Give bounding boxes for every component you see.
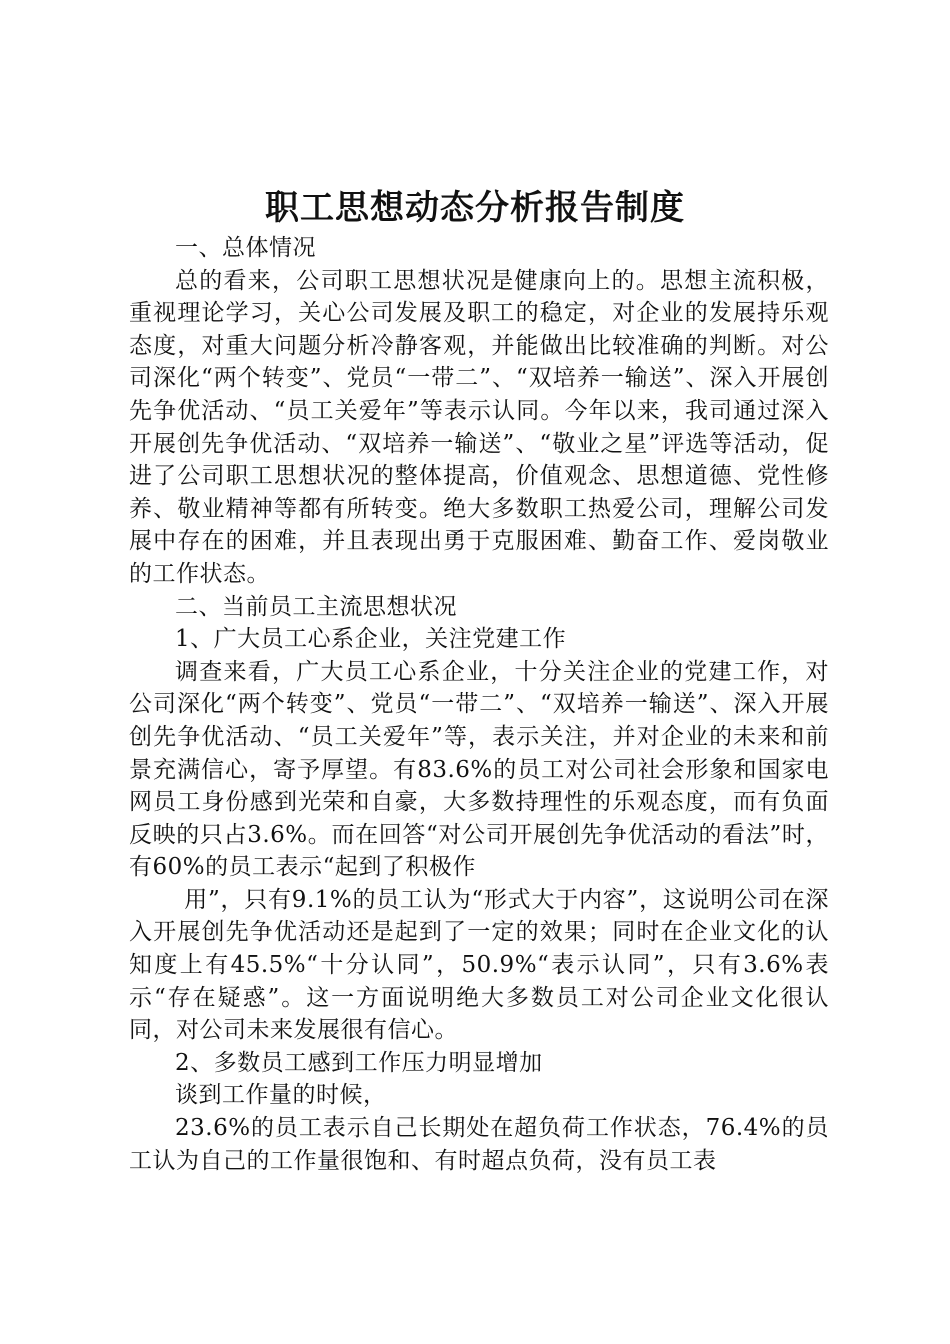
subsection-heading: 2、多数员工感到工作压力明显增加 xyxy=(175,1049,543,1076)
body-paragraph: 调查来看，广大员工心系企业，十分关注企业的党建工作，对公司深化“两个转变”、党员“一带二”、“双培养一输送”、深入开展创先争优活动、“员工关爱年”等，表示关注，并对企业的未来和前景充满信心，寄予厚望。有83.6%的员工对公司社会形象和国家电网员工身份感到光荣和自豪，大多数持理性的乐观态度，而有负面反映的只占3.6%。而在回答“对公司开展创先争优活动的看法”时，有60%的员工表示“起到了积极作 xyxy=(129,658,829,881)
body-paragraph: 总的看来，公司职工思想状况是健康向上的。思想主流积极，重视理论学习，关心公司发展及职工的稳定，对企业的发展持乐观态度，对重大问题分析冷静客观，并能做出比较准确的判断。对公司深化“两个转变”、党员“一带二”、“双培养一输送”、深入开展创先争优活动、“员工关爱年”等表示认同。今年以来，我司通过深入开展创先争优活动、“双培养一输送”、“敬业之星”评选等活动，促进了公司职工思想状况的整体提高，价值观念、思想道德、党性修养、敬业精神等都有所转变。绝大多数职工热爱公司，理解公司发展中存在的困难，并且表现出勇于克服困难、勤奋工作、爱岗敬业的工作状态。 xyxy=(129,267,829,587)
body-paragraph: 23.6%的员工表示自己长期处在超负荷工作状态，76.4%的员工认为自己的工作量很饱和、有时超点负荷，没有员工表 xyxy=(129,1115,829,1174)
body-paragraph: 谈到工作量的时候， xyxy=(175,1082,387,1109)
subsection-heading: 1、广大员工心系企业，关注党建工作 xyxy=(175,626,567,653)
body-paragraph: 用”，只有9.1%的员工认为“形式大于内容”，这说明公司在深入开展创先争优活动还是起到了一定的效果；同时在企业文化的认知度上有45.5%“十分认同”，50.9%“表示认同”，只有3.6%表示“存在疑惑”。这一方面说明绝大多数员工对公司企业文化很认同，对公司未来发展很有信心。 xyxy=(129,886,829,1044)
document-title: 职工思想动态分析报告制度 xyxy=(265,188,685,228)
section-heading: 二、当前员工主流思想状况 xyxy=(175,593,457,620)
section-heading: 一、总体情况 xyxy=(175,235,316,261)
document-body xyxy=(129,232,829,1177)
